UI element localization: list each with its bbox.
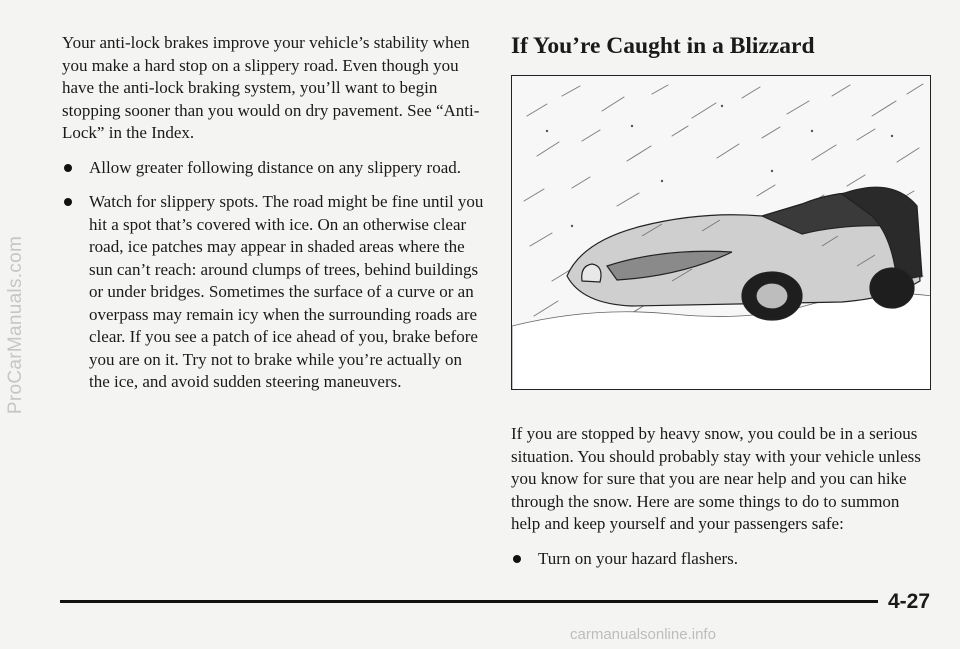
right-column-header: [511, 32, 931, 60]
blizzard-paragraph: If you are stopped by heavy snow, you could be in a serious situation. You should probably stay with your vehicle unless you know for sure that you are near help and you can hike through the snow. Here are some things to do to summon help and keep yourself and your passengers safe:: [511, 424, 921, 533]
side-watermark-text: ProCarManuals.com: [5, 235, 26, 414]
footer-watermark: carmanualsonline.info: [570, 626, 716, 643]
list-item-text: Turn on your hazard flashers.: [538, 548, 739, 568]
right-bullet-list: [511, 548, 931, 571]
section-title: If You’re Caught in a Blizzard: [511, 33, 815, 59]
list-item-text: Allow greater following distance on any slippery road.: [89, 157, 462, 177]
intro-paragraph: Your anti-lock brakes improve your vehicle’s stability when you make a hard stop on a slippery road. Even though you have the anti-lock braking system, you’ll want to begin stopping sooner than you would on dry pavement. See “Anti-Lock” in the Index.: [62, 33, 480, 142]
bullet-icon: [64, 198, 72, 206]
bullet-icon: [513, 555, 521, 563]
list-item-text: Watch for slippery spots. The road might be fine until you hit a spot that’s covered with ice. On an otherwise clear road, ice patches may appear in shaded areas where the sun can’t reach: around clumps of trees, behind buildings or under bridges. Sometimes the surface of a curve or an overpass may remain icy when the surrounding roads are clear. If you see a patch of ice ahead of you, brake before you are on it. Try not to brake while you’re actually on the ice, and avoid sudden steering maneuvers.: [89, 192, 484, 391]
bullet-icon: [64, 164, 72, 172]
footer-rule: [60, 600, 878, 603]
list-item: [62, 157, 486, 180]
right-column-body: [511, 423, 931, 582]
left-bullet-list: [62, 157, 486, 394]
car-in-snowstorm-illustration: [511, 75, 931, 390]
snow-scene-icon: [512, 76, 931, 390]
list-item: [62, 191, 486, 394]
left-column: [62, 32, 486, 406]
page-number: 4-27: [888, 590, 931, 613]
list-item: [511, 548, 931, 571]
side-watermark: [2, 0, 30, 649]
